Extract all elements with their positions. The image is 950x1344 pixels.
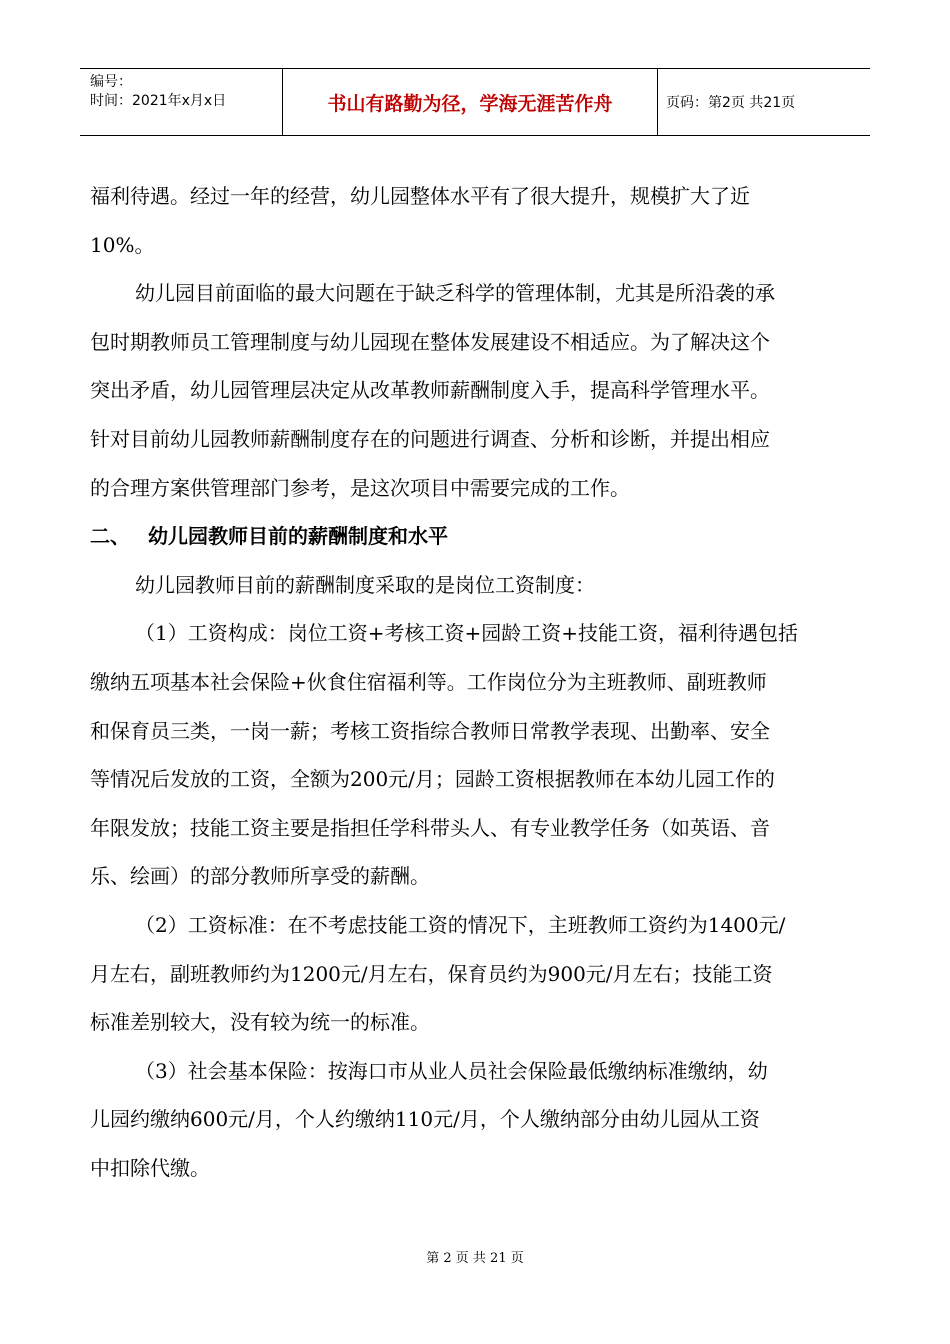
motto-text: 书山有路勤为径，学海无涯苦作舟 (327, 92, 613, 115)
paragraph-line: 突出矛盾，幼儿园管理层决定从改革教师薪酬制度入手，提高科学管理水平。 (90, 378, 770, 403)
paragraph-line: 中扣除代缴。 (90, 1155, 210, 1180)
paragraph-line: 幼儿园目前面临的最大问题在于缺乏科学的管理体制，尤其是所沿袭的承 (135, 281, 775, 306)
time-label: 时间：2021年x月x日 (90, 93, 227, 109)
page-info: 页码：第2页 共21页 (666, 95, 796, 111)
paragraph-line: 和保育员三类，一岗一薪；考核工资指综合教师日常教学表现、出勤率、安全 (90, 718, 770, 743)
paragraph-line: 10%。 (90, 232, 155, 257)
header-table (80, 68, 870, 136)
section-number: 二、 (90, 524, 130, 549)
header-page-cell (658, 69, 870, 135)
paragraph-line: 幼儿园教师目前的薪酬制度采取的是岗位工资制度： (135, 572, 595, 597)
paragraph-line: 年限发放；技能工资主要是指担任学科带头人、有专业教学任务（如英语、音 (90, 815, 770, 840)
header-meta-cell (80, 69, 283, 135)
section-title: 幼儿园教师目前的薪酬制度和水平 (148, 524, 448, 549)
section-heading (90, 512, 860, 561)
paragraph-line: 包时期教师员工管理制度与幼儿园现在整体发展建设不相适应。为了解决这个 (90, 329, 770, 354)
paragraph-line: 针对目前幼儿园教师薪酬制度存在的问题进行调查、分析和诊断，并提出相应 (90, 426, 770, 451)
paragraph-line: （3）社会基本保险：按海口市从业人员社会保险最低缴纳标准缴纳，幼 (135, 1058, 768, 1083)
document-body (90, 172, 860, 1192)
header-motto-cell (283, 69, 658, 135)
number-label: 编号： (90, 74, 132, 90)
paragraph-line: 乐、绘画）的部分教师所享受的薪酬。 (90, 864, 430, 889)
page-footer: 第 2 页 共 21 页 (426, 1251, 524, 1266)
paragraph-line: 等情况后发放的工资，全额为200元/月；园龄工资根据教师在本幼儿园工作的 (90, 767, 775, 792)
paragraph-line: （1）工资构成：岗位工资+考核工资+园龄工资+技能工资，福利待遇包括 (135, 621, 798, 646)
paragraph-line: 的合理方案供管理部门参考，是这次项目中需要完成的工作。 (90, 475, 630, 500)
paragraph-line: 缴纳五项基本社会保险+伙食住宿福利等。工作岗位分为主班教师、副班教师 (90, 669, 767, 694)
paragraph-line: 福利待遇。经过一年的经营，幼儿园整体水平有了很大提升，规模扩大了近 (90, 184, 750, 208)
paragraph-line: 标准差别较大，没有较为统一的标准。 (90, 1010, 430, 1035)
paragraph-line: （2）工资标准：在不考虑技能工资的情况下，主班教师工资约为1400元/ (135, 912, 786, 937)
paragraph-line: 月左右，副班教师约为1200元/月左右，保育员约为900元/月左右；技能工资 (90, 961, 773, 986)
paragraph-line: 儿园约缴纳600元/月，个人约缴纳110元/月，个人缴纳部分由幼儿园从工资 (90, 1107, 760, 1132)
